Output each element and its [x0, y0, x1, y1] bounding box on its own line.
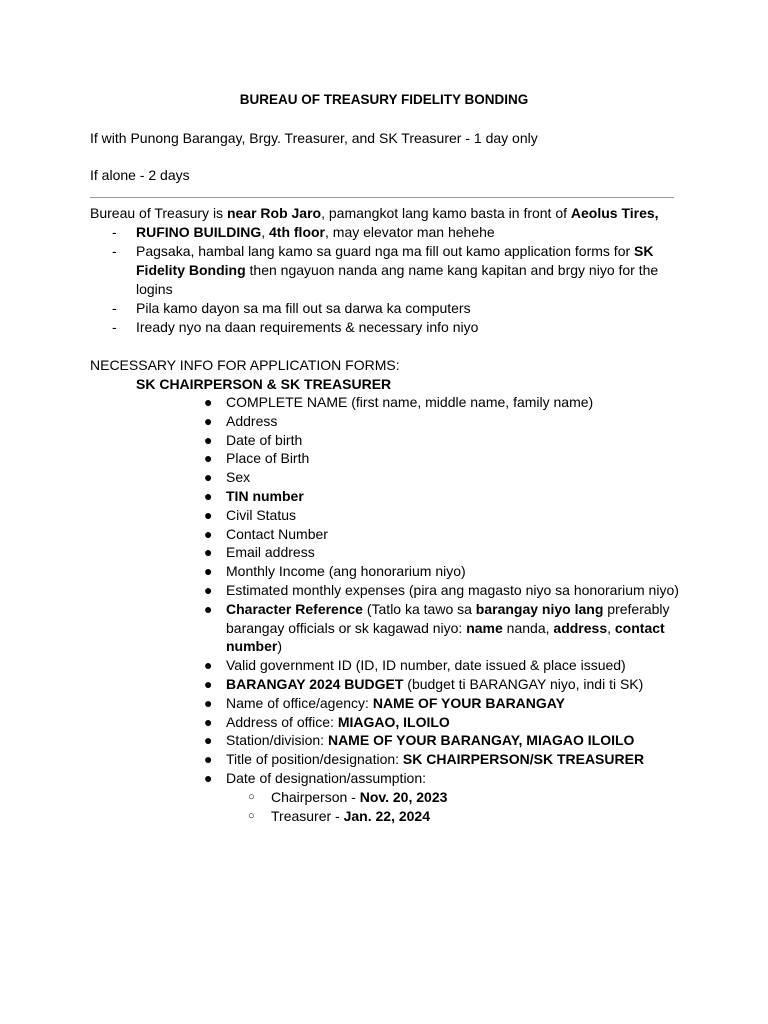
item-text: TIN number: [226, 487, 304, 504]
item-text: nanda,: [502, 619, 554, 636]
circle-marker: ○: [248, 809, 255, 822]
item-text: Iready nyo na daan requirements & necessary info niyo: [136, 319, 479, 335]
location-intro: [90, 204, 690, 223]
list-item: [226, 807, 684, 826]
list-item: [204, 600, 684, 656]
list-item: [204, 412, 684, 431]
intro-landmark: near Rob Jaro: [226, 205, 322, 221]
list-item: [204, 449, 684, 468]
duration-with-officials: If with Punong Barangay, Brgy. Treasurer, and SK Treasurer - 1 day only: [90, 130, 538, 146]
list-item: [204, 468, 684, 487]
list-item: [90, 318, 660, 337]
intro-text: , pamangkot lang kamo basta in front of: [321, 205, 571, 221]
item-text: Address: [226, 412, 278, 429]
list-item: [204, 769, 684, 825]
item-text: Contact Number: [226, 525, 328, 542]
item-text: SK CHAIRPERSON/SK TREASURER: [402, 751, 645, 768]
item-text: Address of office:: [226, 713, 338, 730]
list-item: [90, 223, 660, 242]
list-item: [204, 713, 684, 732]
bullet-marker: ●: [204, 412, 213, 429]
item-text: Character Reference: [226, 600, 363, 617]
list-item: [204, 525, 684, 544]
list-item: [90, 299, 660, 318]
form-name: SK Fidelity Bonding: [136, 243, 654, 278]
item-text: Treasurer -: [271, 807, 344, 824]
item-text: Date of birth: [226, 431, 303, 448]
intro-text: Bureau of Treasury is: [90, 205, 227, 221]
item-text: COMPLETE NAME (first name, middle name, family name): [226, 394, 594, 410]
item-text: , may elevator man hehehe: [325, 224, 495, 240]
bullet-marker: ●: [204, 506, 213, 523]
item-text: then ngayuon nanda ang name kang kapitan and brgy niyo for the logins: [136, 262, 659, 297]
bullet-marker: ●: [204, 450, 213, 467]
list-item: [204, 581, 684, 600]
list-item: [90, 242, 660, 299]
bullet-marker: ●: [204, 751, 213, 768]
section-subheading: SK CHAIRPERSON & SK TREASURER: [136, 376, 392, 392]
item-text: ,: [261, 224, 269, 240]
item-text: NAME OF YOUR BARANGAY, MIAGAO ILOILO: [327, 732, 635, 749]
bullet-marker: ●: [204, 525, 213, 542]
section-heading: NECESSARY INFO FOR APPLICATION FORMS:: [90, 357, 400, 373]
item-text: address: [553, 619, 608, 636]
item-text: Nov. 20, 2023: [359, 788, 448, 805]
bullet-marker: ●: [204, 675, 213, 692]
item-text: BARANGAY 2024 BUDGET: [226, 675, 404, 692]
bullet-marker: ●: [204, 657, 213, 674]
circle-marker: ○: [248, 790, 255, 803]
designation-dates-list: [226, 788, 684, 826]
item-text: ): [277, 638, 283, 655]
bullet-marker: ●: [204, 713, 213, 730]
dash-marker: -: [112, 300, 117, 316]
list-item: [204, 731, 684, 750]
list-item: [204, 431, 684, 450]
item-text: Name of office/agency:: [226, 694, 373, 711]
duration-alone: If alone - 2 days: [90, 167, 190, 183]
bullet-marker: ●: [204, 694, 213, 711]
list-item: [204, 675, 684, 694]
list-item: [204, 750, 684, 769]
item-text: Sex: [226, 469, 251, 486]
list-item: [204, 562, 684, 581]
bullet-marker: ●: [204, 769, 213, 786]
dash-marker: -: [112, 243, 117, 259]
item-text: Place of Birth: [226, 450, 310, 467]
item-text: MIAGAO, ILOILO: [337, 713, 450, 730]
item-text: name: [466, 619, 503, 636]
item-text: Station/division:: [226, 732, 328, 749]
dash-marker: -: [112, 224, 117, 240]
item-text: Date of designation/assumption:: [226, 769, 427, 786]
bullet-marker: ●: [204, 394, 213, 410]
bullet-marker: ●: [204, 431, 213, 448]
document-title: BUREAU OF TREASURY FIDELITY BONDING: [239, 92, 529, 107]
required-info-list: [204, 393, 684, 825]
bullet-marker: ●: [204, 732, 213, 749]
item-text: contact number: [226, 619, 665, 655]
list-item: [204, 543, 684, 562]
item-text: Valid government ID (ID, ID number, date issued & place issued): [226, 657, 626, 674]
item-text: Pila kamo dayon sa ma fill out sa darwa ka computers: [136, 300, 471, 316]
building-name: RUFINO BUILDING: [136, 224, 262, 240]
item-text: Jan. 22, 2024: [343, 807, 431, 824]
item-text: Monthly Income (ang honorarium niyo): [226, 563, 466, 580]
list-item: [204, 393, 684, 412]
item-text: barangay niyo lang: [475, 600, 604, 617]
dash-marker: -: [112, 319, 117, 335]
item-text: (Tatlo ka tawo sa: [362, 600, 476, 617]
bullet-marker: ●: [204, 581, 213, 598]
item-text: Pagsaka, hambal lang kamo sa guard nga ma fill out kamo application forms for: [136, 243, 635, 259]
list-item: [226, 788, 684, 807]
bullet-marker: ●: [204, 469, 213, 486]
bullet-marker: ●: [204, 487, 213, 504]
item-text: Email address: [226, 544, 315, 561]
item-text: ,: [607, 619, 615, 636]
item-text: NAME OF YOUR BARANGAY: [372, 694, 565, 711]
list-item: [204, 487, 684, 506]
list-item: [204, 656, 684, 675]
item-text: Estimated monthly expenses (pira ang magasto niyo sa honorarium niyo): [226, 581, 679, 598]
item-text: (budget ti BARANGAY niyo, indi ti SK): [403, 675, 644, 692]
list-item: [204, 694, 684, 713]
intro-landmark: Aeolus Tires,: [570, 205, 659, 221]
item-text: Chairperson -: [271, 788, 360, 805]
item-text: Title of position/designation:: [226, 751, 403, 768]
horizontal-divider: [90, 197, 674, 198]
bullet-marker: ●: [204, 563, 213, 580]
list-item: [204, 506, 684, 525]
item-text: Civil Status: [226, 506, 297, 523]
directions-list: [90, 223, 660, 337]
bullet-marker: ●: [204, 544, 213, 561]
bullet-marker: ●: [204, 600, 213, 617]
floor-label: 4th floor: [269, 224, 325, 240]
item-text: preferably barangay officials or sk kagawad niyo:: [226, 600, 670, 636]
